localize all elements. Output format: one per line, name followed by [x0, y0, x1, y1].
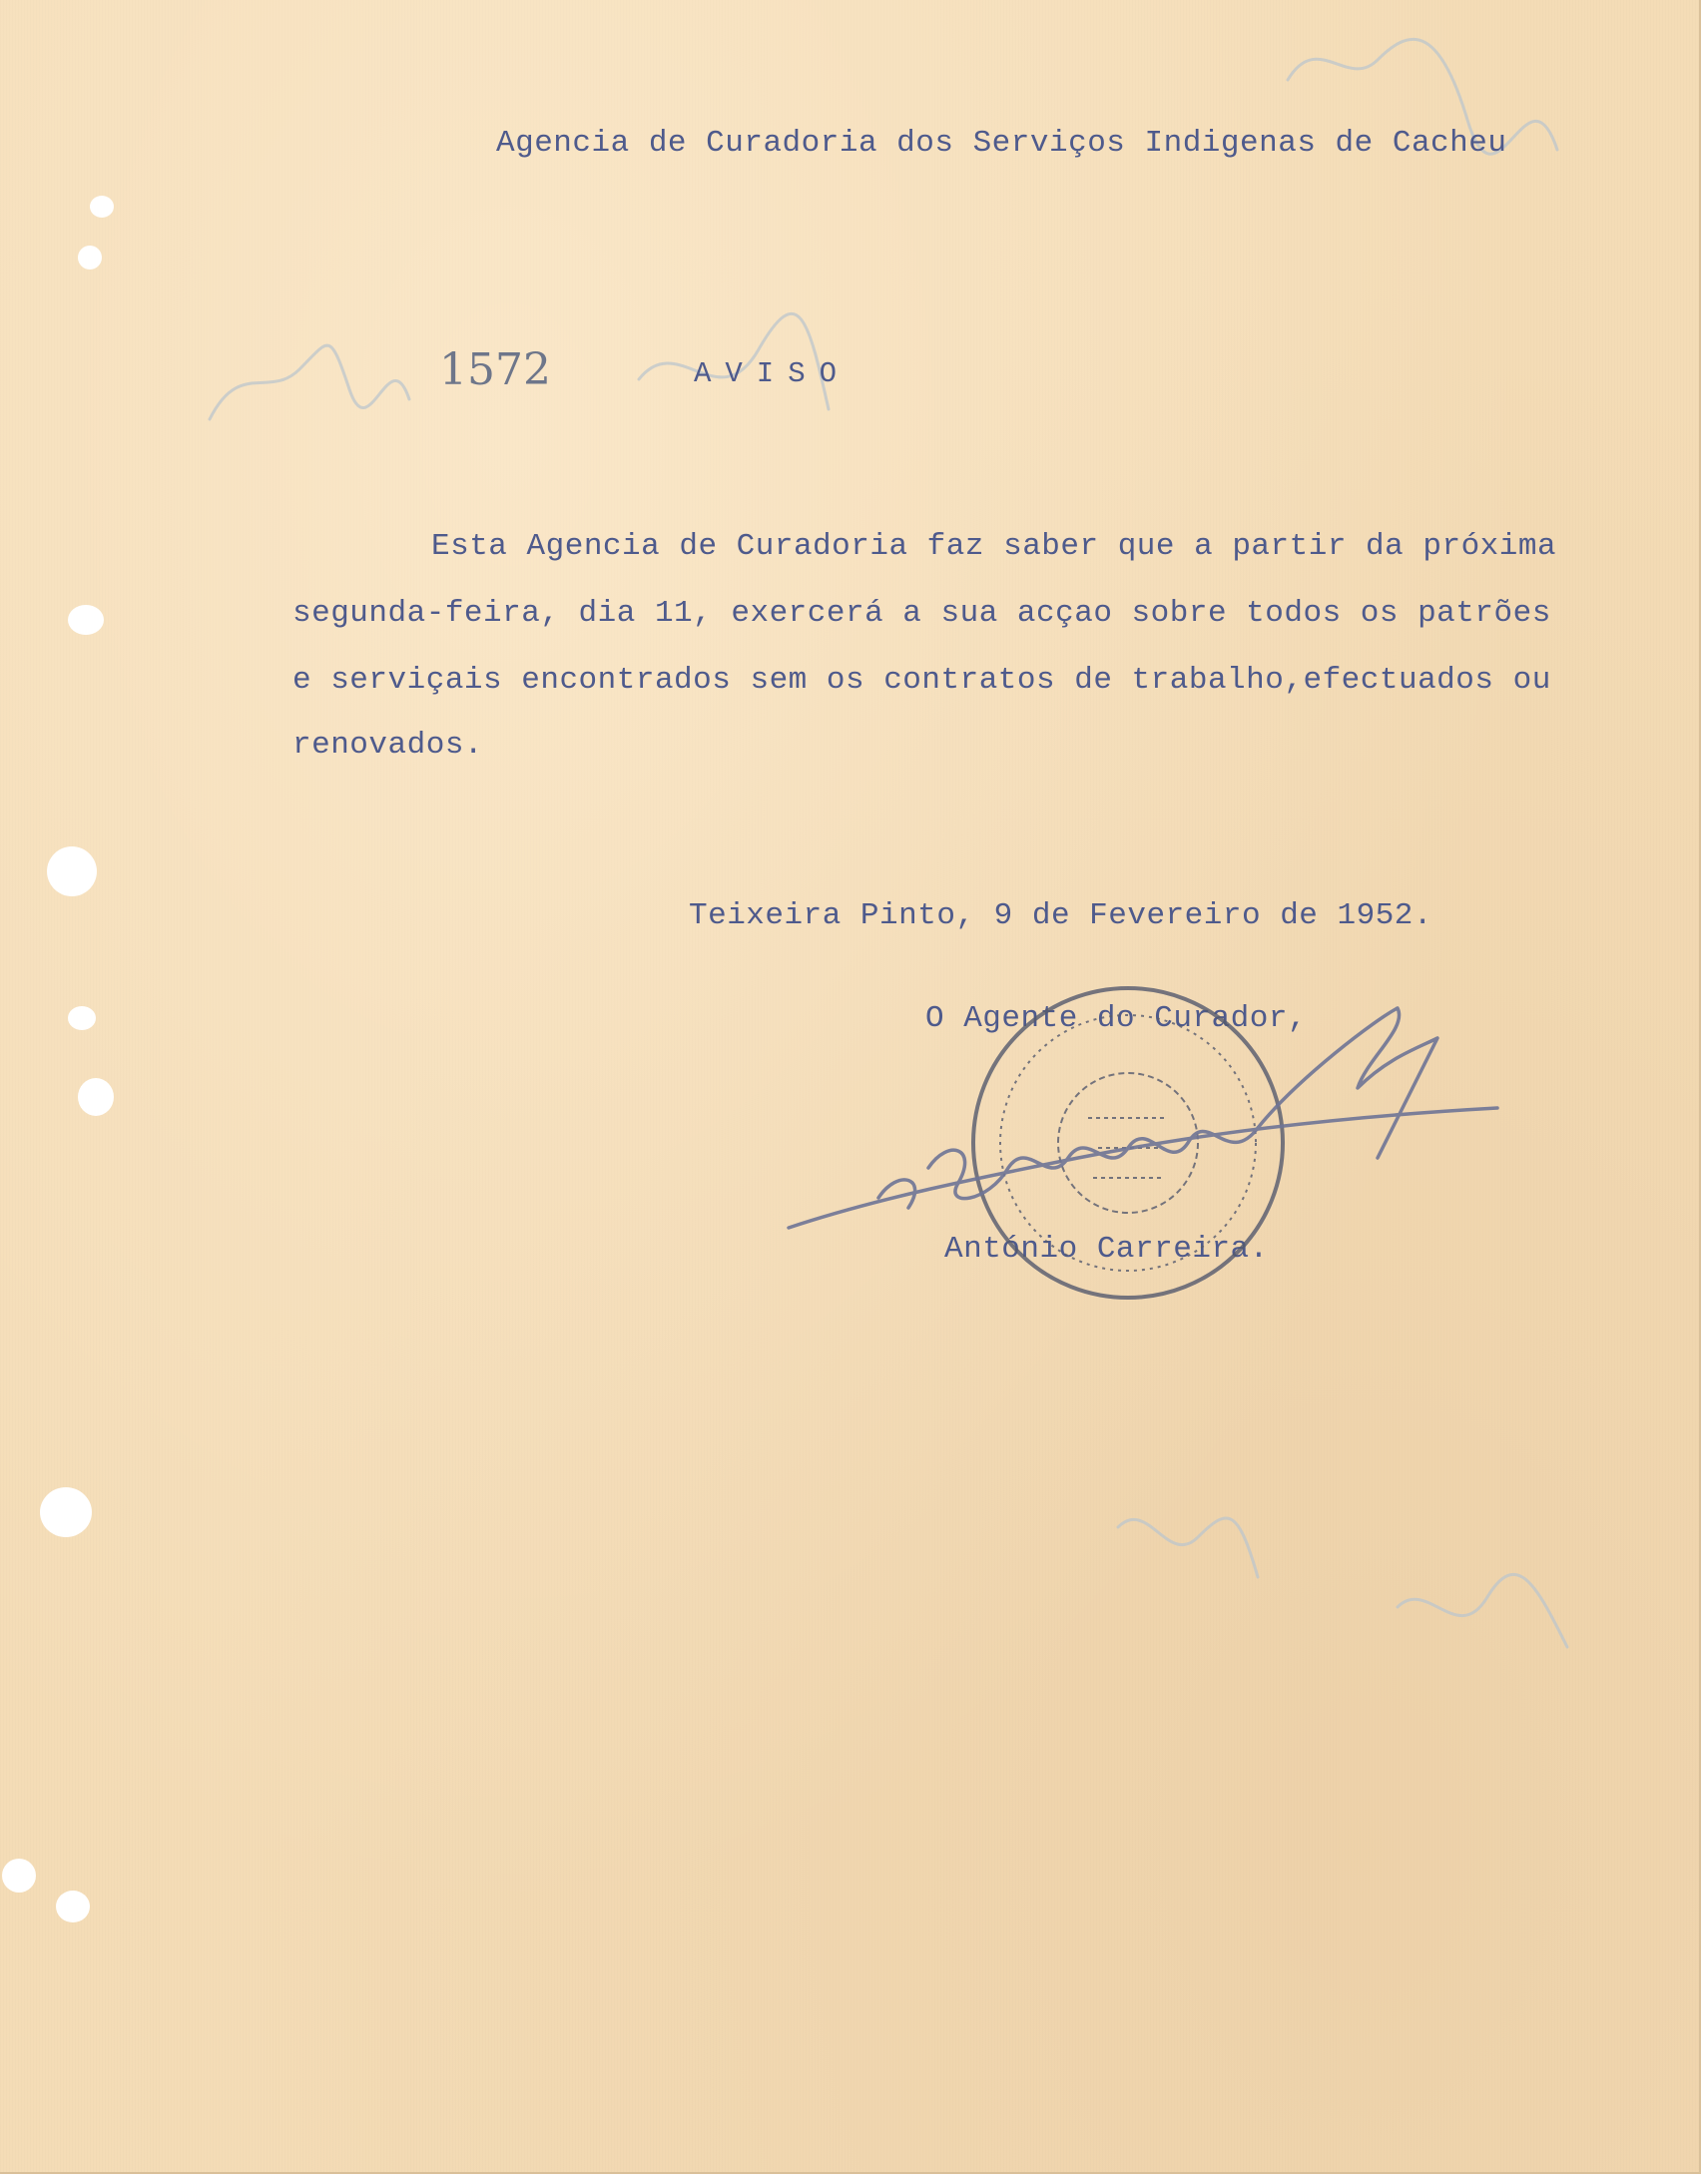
punch-hole-icon — [56, 1891, 90, 1922]
closing-line: O Agente do Curador, — [925, 1001, 1308, 1036]
body-line-1: Esta Agencia de Curadoria faz saber que a partir da próxima — [431, 529, 1557, 564]
punch-hole-icon — [78, 246, 102, 270]
body-line-3: e serviçais encontrados sem os contratos de trabalho,efectuados ou — [292, 663, 1551, 698]
pencil-scribble-left — [210, 345, 409, 419]
pencil-scribble-lower-b — [1398, 1574, 1567, 1647]
document-header: Agencia de Curadoria dos Serviços Indigenas de Cacheu — [496, 126, 1507, 161]
punch-hole-icon — [2, 1859, 36, 1893]
punch-hole-icon — [40, 1487, 92, 1537]
punch-hole-icon — [68, 1006, 96, 1030]
pencil-scribble-lower-a — [1118, 1518, 1258, 1577]
body-line-2: segunda-feira, dia 11, exercerá a sua acçao sobre todos os patrões — [292, 596, 1551, 631]
punch-hole-icon — [78, 1078, 114, 1116]
punch-hole-icon — [90, 196, 114, 218]
place-and-date: Teixeira Pinto, 9 de Fevereiro de 1952. — [689, 898, 1433, 933]
punch-hole-icon — [68, 605, 104, 635]
signatory-name: António Carreira. — [944, 1232, 1269, 1267]
punch-hole-icon — [47, 846, 97, 896]
body-line-4: renovados. — [292, 728, 484, 763]
document-title: AVISO — [694, 357, 851, 390]
handwritten-number: 1572 — [439, 344, 551, 395]
